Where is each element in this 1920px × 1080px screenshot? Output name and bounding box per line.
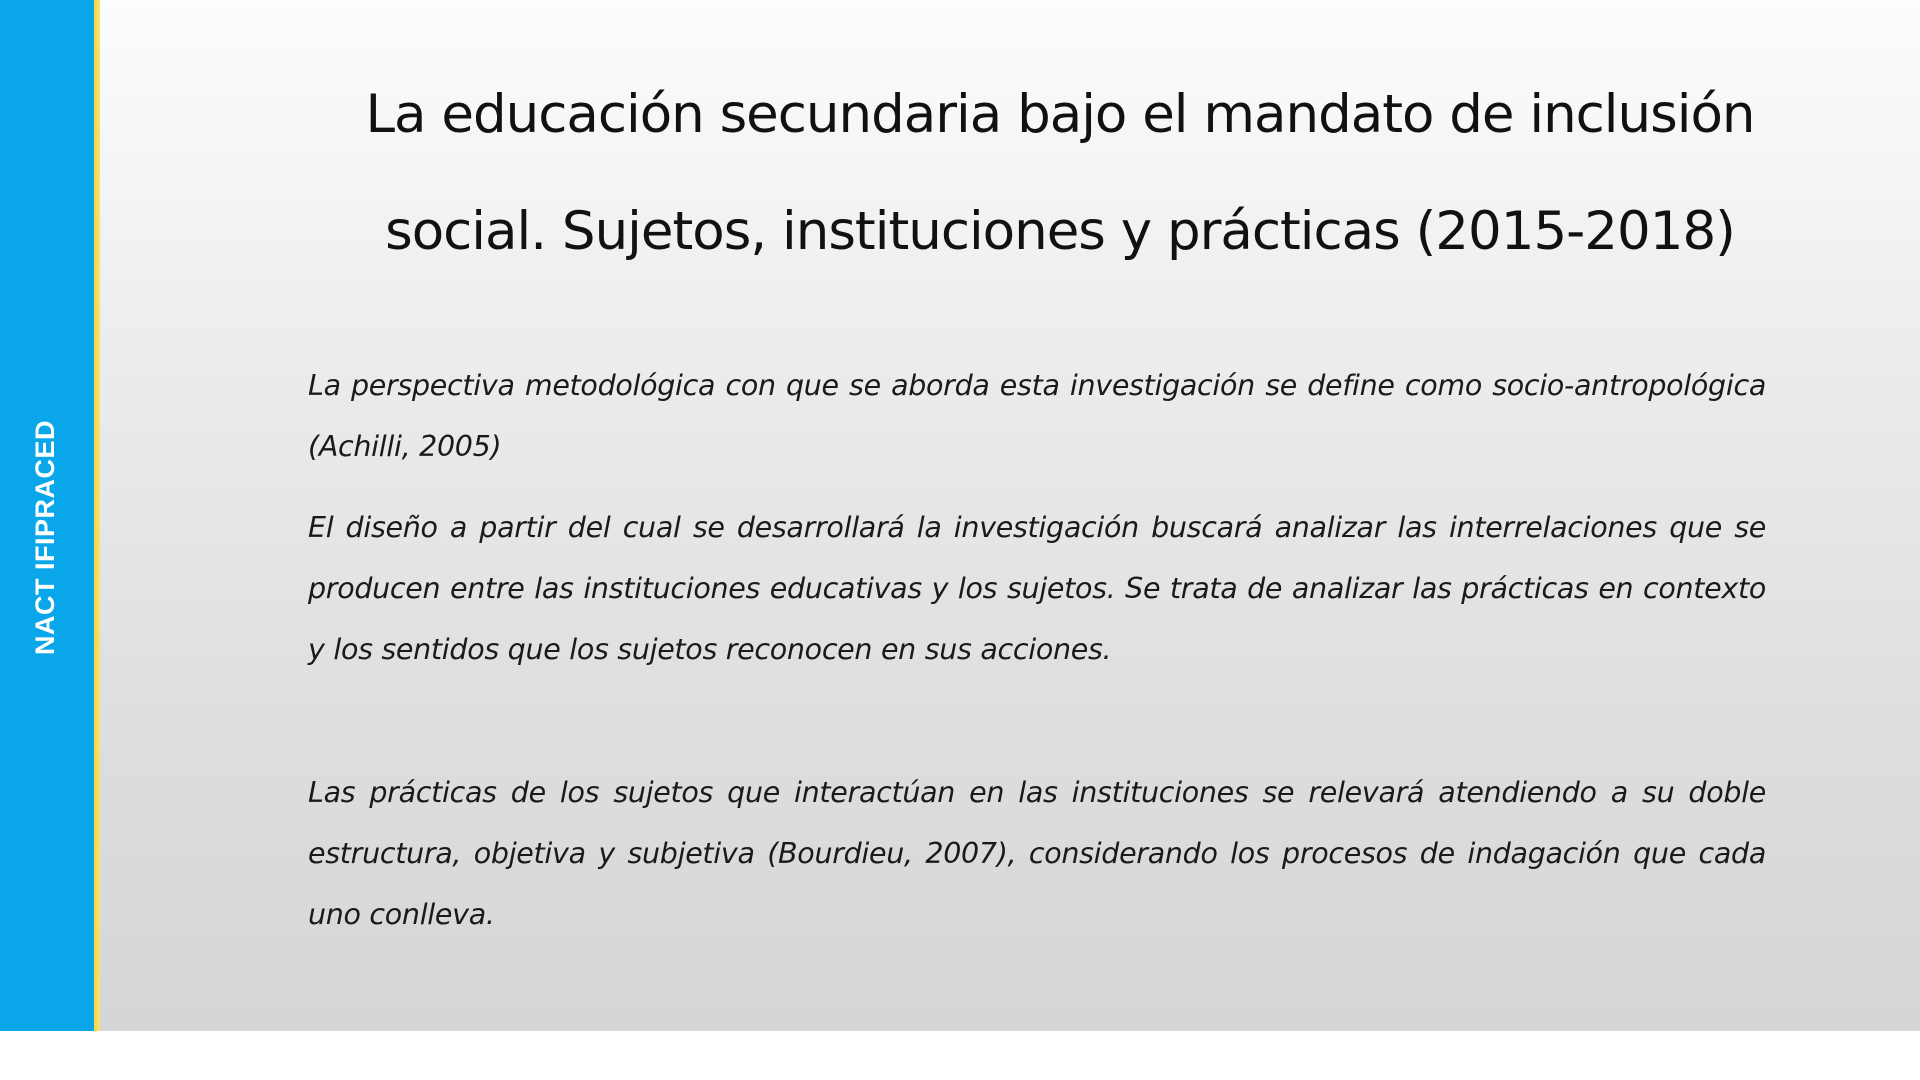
sidebar-band <box>0 0 94 1031</box>
paragraph-practices: Las prácticas de los sujetos que interactúan en las instituciones se relevará atendiendo a su doble estructura, objetiva y subjetiva (Bourdieu, 2007), considerando los procesos de indagación que cada uno conlleva. <box>308 776 1766 931</box>
sidebar-label: NACT IFIPRACED <box>30 420 60 655</box>
sidebar-accent-stripe <box>94 0 100 1031</box>
slide-title: La educación secundaria bajo el mandato de inclusión social. Sujetos, instituciones y prácticas (2015-2018) <box>365 84 1755 262</box>
slide-body <box>308 355 1766 965</box>
paragraph-design: El diseño a partir del cual se desarrollará la investigación buscará analizar las interrelaciones que se producen entre las instituciones educativas y los sujetos. Se trata de analizar las prácticas en contexto y los sentidos que los sujetos reconocen en sus acciones. <box>308 511 1766 666</box>
paragraph-methodology: La perspectiva metodológica con que se aborda esta investigación se define como socio-antropológica (Achilli, 2005) <box>308 369 1766 463</box>
